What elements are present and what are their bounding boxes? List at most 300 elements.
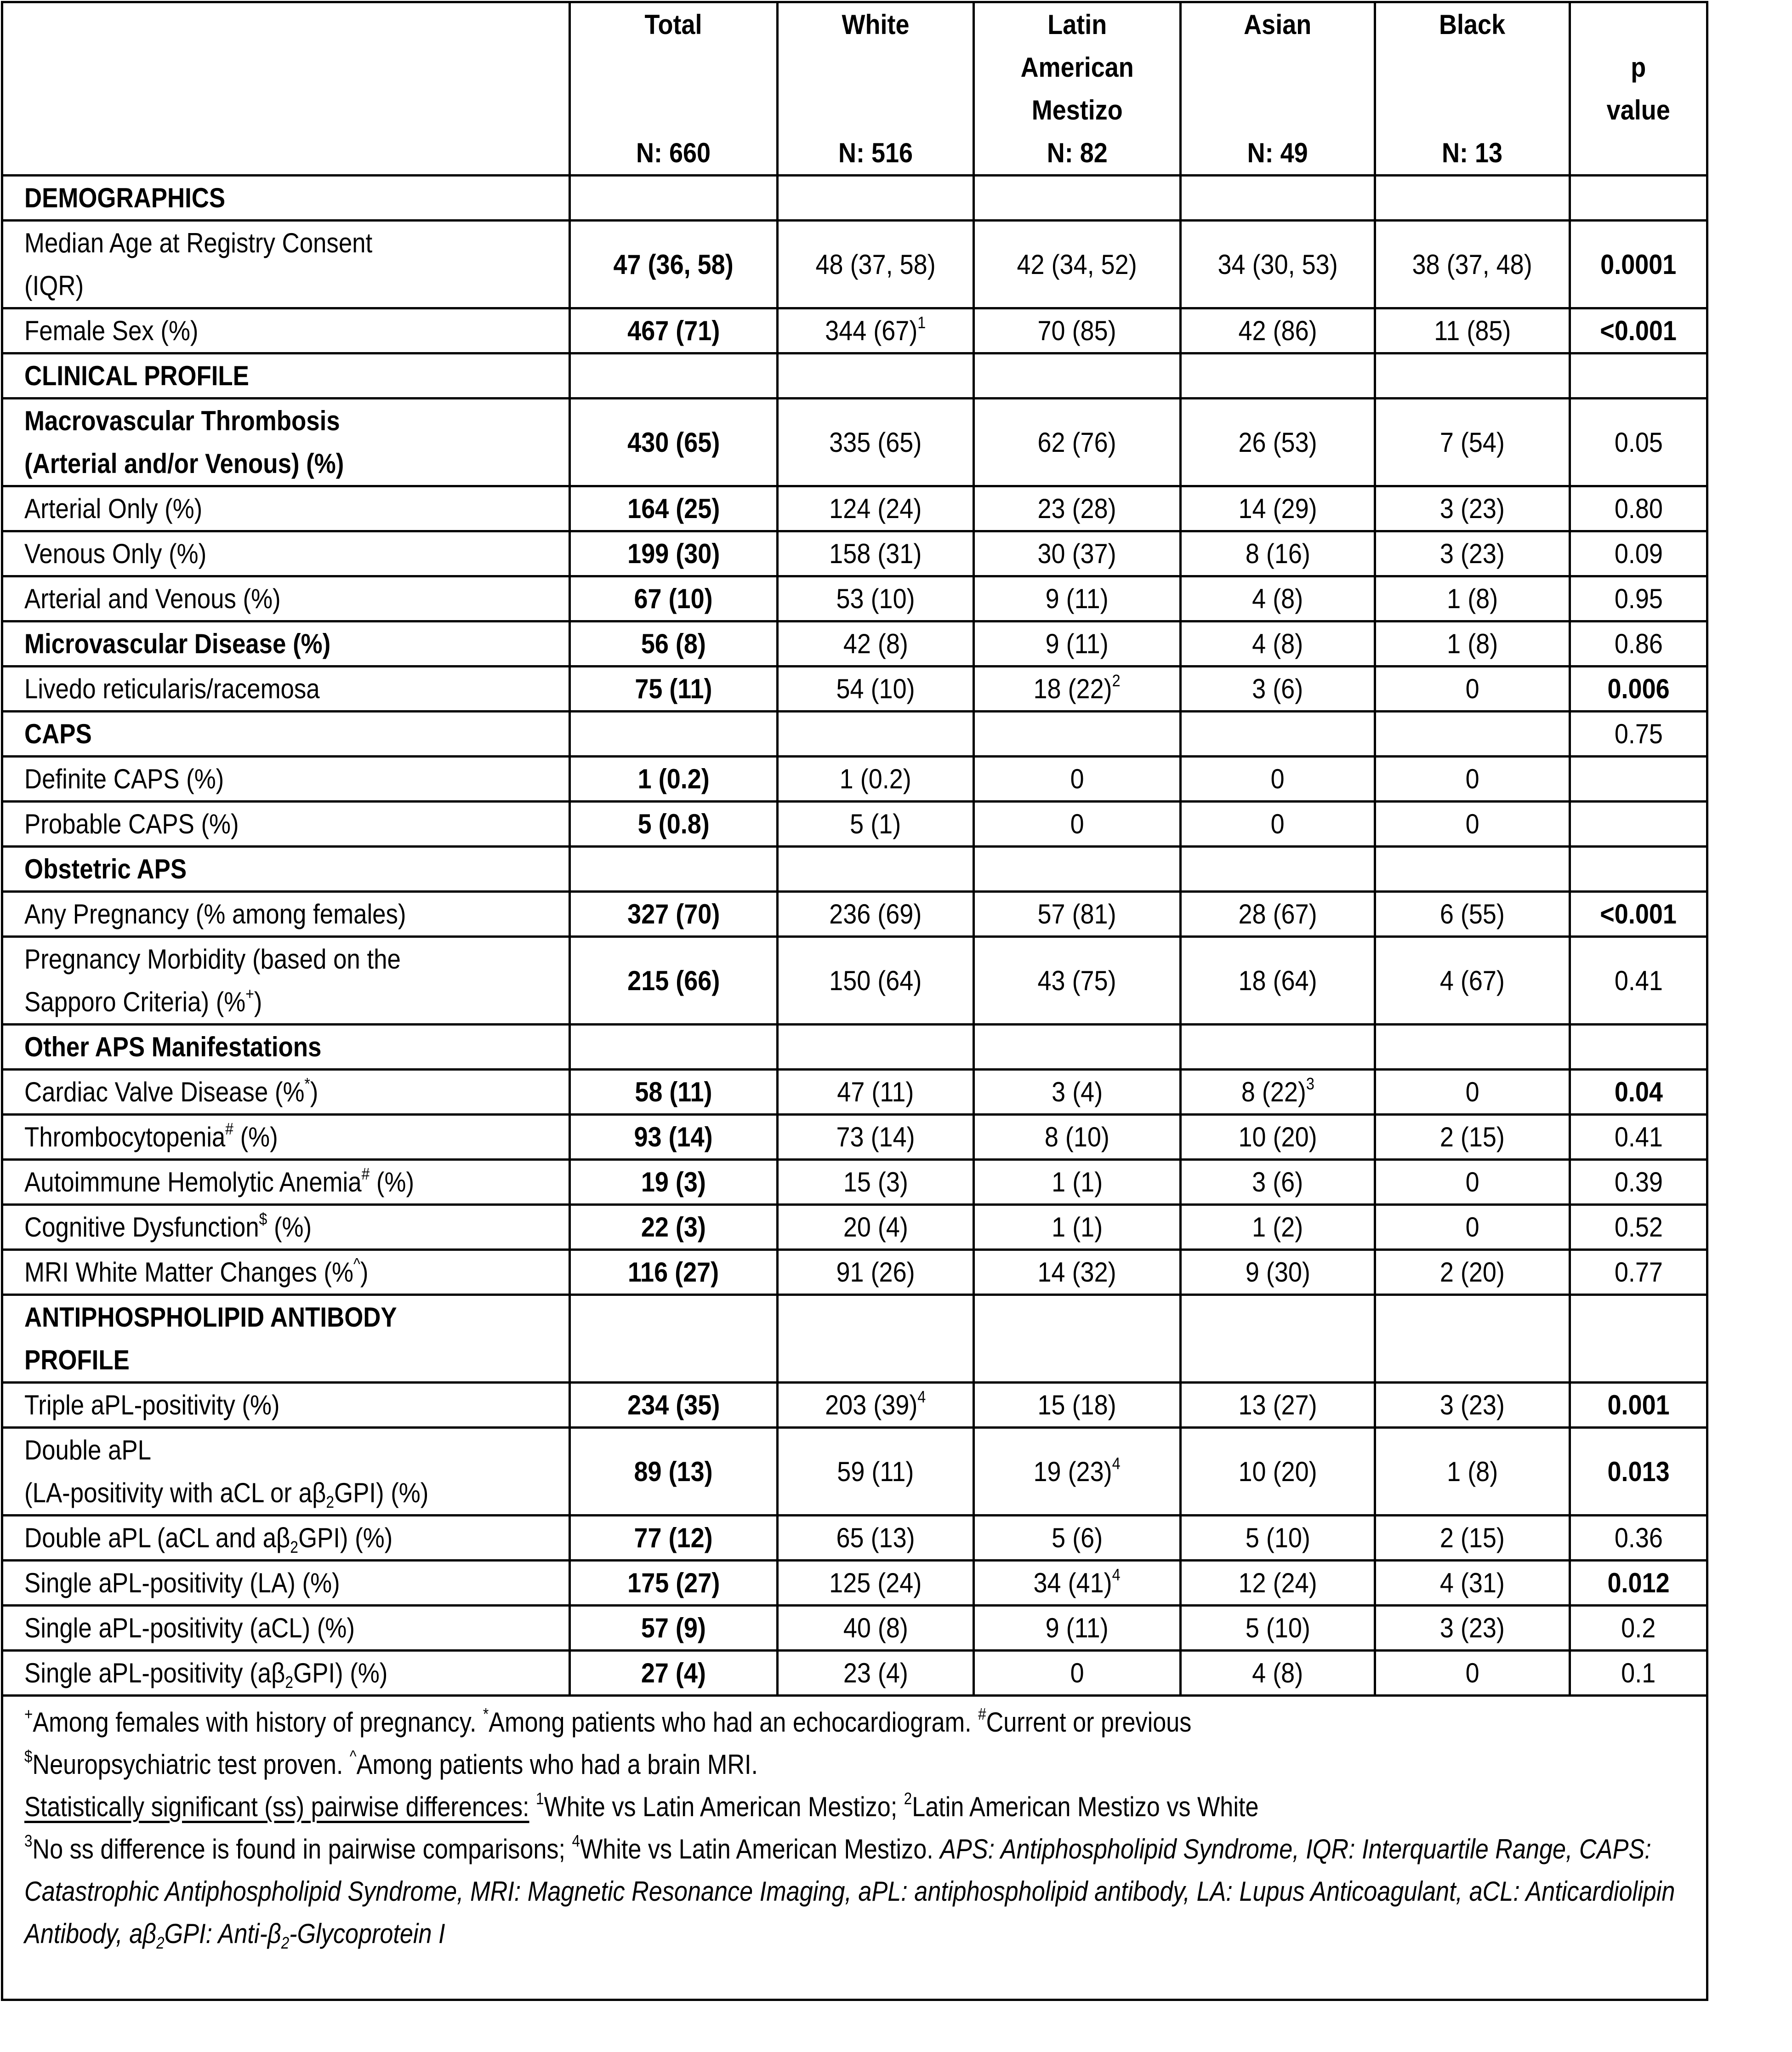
cell-value: 1 (0.2): [839, 764, 912, 794]
footnote-abbrev-a: APS: Antiphospholipid Syndrome, IQR: Interquartile Range, CAPS: Catastrophic Antiphospholipid Syndrome, MRI: Magnetic Resonance Imaging, aPL: antiphospholipid antibody, LA: Lupus Anticoagulant, aCL: Anticardiolipin Antibody, aβ: [24, 1834, 1675, 1949]
cell-asian: [1181, 221, 1375, 308]
header-black-n: N: 13: [1442, 137, 1503, 168]
p-value: 0.2: [1621, 1613, 1656, 1643]
p-value: 0.77: [1614, 1257, 1663, 1288]
cell-latin-american-mestizo: [974, 1250, 1181, 1295]
cell-value: 75 (11): [635, 673, 712, 704]
cell-value: 77 (12): [634, 1522, 713, 1553]
cell-black: [1375, 1115, 1570, 1160]
cell-value: 0: [1465, 1077, 1479, 1107]
table-row: [2, 486, 1707, 531]
p-value: <0.001: [1600, 315, 1677, 346]
cell-white: [778, 847, 974, 892]
table-row: [2, 757, 1707, 802]
p-value: 0.012: [1607, 1568, 1670, 1598]
row-label: [2, 353, 570, 399]
cell-black: [1375, 308, 1570, 353]
cell-black: [1375, 621, 1570, 667]
row-label-text: Microvascular Disease (%): [24, 628, 331, 659]
cell-total: [570, 1115, 778, 1160]
row-label: [2, 667, 570, 712]
row-label-text: Arterial Only (%): [24, 493, 203, 524]
cell-black: [1375, 937, 1570, 1025]
row-label-subscript: 2: [290, 1538, 298, 1556]
row-label: [2, 1115, 570, 1160]
cell-latin-american-mestizo: [974, 486, 1181, 531]
cell-total: [570, 1651, 778, 1696]
footnote-hash-text: Current or previous: [986, 1707, 1192, 1738]
cell-value: 5 (0.8): [637, 809, 710, 839]
cell-value: 9 (11): [1045, 1613, 1109, 1643]
cell-latin-american-mestizo: [974, 176, 1181, 221]
footnote-caret-text: Among patients who had a brain MRI.: [356, 1749, 758, 1780]
cell-white: [778, 667, 974, 712]
cell-black: [1375, 1606, 1570, 1651]
cell-value: 47 (11): [837, 1077, 914, 1107]
cell-white: [778, 712, 974, 757]
cell-value: 42 (86): [1238, 315, 1317, 346]
cell-white: [778, 1295, 974, 1383]
cell-value: 124 (24): [829, 493, 922, 524]
cell-value: 42 (34, 52): [1017, 249, 1138, 280]
cell-black: [1375, 757, 1570, 802]
cell-value: 0: [1070, 764, 1084, 794]
cell-p-value: [1570, 1561, 1707, 1606]
cell-p-value: [1570, 176, 1707, 221]
cell-total: [570, 621, 778, 667]
header-total-label: Total: [645, 9, 702, 40]
cell-black: [1375, 1651, 1570, 1696]
row-label-subscript: 2: [326, 1493, 334, 1511]
cell-asian: [1181, 1295, 1375, 1383]
cell-latin-american-mestizo: [974, 221, 1181, 308]
footnote-star-text: Among patients who had an echocardiogram.: [489, 1707, 978, 1738]
cell-value: 3 (23): [1439, 538, 1505, 569]
cell-value: 0: [1070, 809, 1084, 839]
cell-black: [1375, 531, 1570, 576]
cell-value: 3 (23): [1439, 493, 1505, 524]
cell-value: 10 (20): [1238, 1122, 1317, 1152]
row-label-text: Female Sex (%): [24, 315, 199, 346]
footnote-star-mark: *: [483, 1704, 489, 1723]
cell-value: 18 (22): [1033, 673, 1113, 704]
cell-total: [570, 1025, 778, 1070]
cell-black: [1375, 1250, 1570, 1295]
cell-value: 1 (2): [1252, 1212, 1303, 1243]
cell-value: 15 (3): [843, 1167, 908, 1197]
cell-p-value: [1570, 1070, 1707, 1115]
cell-value: 10 (20): [1238, 1456, 1317, 1487]
cell-value: 73 (14): [836, 1122, 915, 1152]
cell-white: [778, 1606, 974, 1651]
footnote-4-mark: 4: [572, 1831, 580, 1850]
cell-asian: [1181, 1205, 1375, 1250]
cell-total: [570, 802, 778, 847]
cell-latin-american-mestizo: [974, 353, 1181, 399]
cell-value: 2 (15): [1439, 1122, 1505, 1152]
p-value: 0.006: [1607, 673, 1670, 704]
cell-black: [1375, 1383, 1570, 1428]
footnote-row: [2, 1696, 1707, 2000]
cell-value: 56 (8): [641, 628, 706, 659]
row-label: [2, 576, 570, 621]
cell-value: 34 (30, 53): [1217, 249, 1338, 280]
cell-total: [570, 353, 778, 399]
cell-total: [570, 221, 778, 308]
cell-p-value: [1570, 531, 1707, 576]
cell-value: 1 (1): [1051, 1167, 1103, 1197]
cell-value: 28 (67): [1238, 899, 1317, 929]
cell-black: [1375, 1516, 1570, 1561]
cell-value: 234 (35): [627, 1390, 720, 1420]
p-value: 0.05: [1614, 427, 1663, 458]
p-value: 0.001: [1607, 1390, 1670, 1420]
row-label-part: ): [310, 1077, 319, 1107]
row-label-subscript: 2: [285, 1673, 294, 1692]
row-label: [2, 802, 570, 847]
p-value: 0.0001: [1600, 249, 1677, 280]
cell-value: 30 (37): [1037, 538, 1117, 569]
p-value: 0.41: [1614, 965, 1663, 996]
cell-white: [778, 1115, 974, 1160]
row-label-part: Thrombocytopenia: [24, 1122, 226, 1152]
row-label: [2, 621, 570, 667]
row-label-text: Venous Only (%): [24, 538, 207, 569]
header-asian-label: Asian: [1244, 9, 1312, 40]
cell-value: 48 (37, 58): [815, 249, 936, 280]
header-white-label: White: [842, 9, 910, 40]
cell-asian: [1181, 1160, 1375, 1205]
cell-value: 12 (24): [1238, 1568, 1317, 1598]
cell-p-value: [1570, 308, 1707, 353]
footnote-1-text: White vs Latin American Mestizo;: [544, 1791, 904, 1822]
cell-latin-american-mestizo: [974, 847, 1181, 892]
cell-value: 89 (13): [634, 1456, 713, 1487]
cell-asian: [1181, 353, 1375, 399]
row-label-text: CLINICAL PROFILE: [24, 360, 249, 391]
p-value: <0.001: [1600, 899, 1677, 929]
header-total: [570, 2, 778, 176]
cell-value: 335 (65): [829, 427, 922, 458]
cell-p-value: [1570, 892, 1707, 937]
footnote-3-text: No ss difference is found in pairwise comparisons;: [32, 1834, 572, 1864]
cell-value: 203 (39): [825, 1390, 918, 1420]
cell-white: [778, 1383, 974, 1428]
row-label-line-2: Sapporo Criteria) (%: [24, 986, 246, 1017]
cell-asian: [1181, 576, 1375, 621]
cell-latin-american-mestizo: [974, 1651, 1181, 1696]
cell-total: [570, 1428, 778, 1516]
cell-total: [570, 1250, 778, 1295]
row-label-part: GPI) (%): [293, 1658, 388, 1688]
cell-asian: [1181, 486, 1375, 531]
cell-latin-american-mestizo: [974, 1383, 1181, 1428]
cell-p-value: [1570, 937, 1707, 1025]
header-white: [778, 2, 974, 176]
cell-value: 3 (4): [1051, 1077, 1103, 1107]
p-value: 0.95: [1614, 583, 1663, 614]
footnote-plus-mark: +: [24, 1704, 33, 1723]
cell-white: [778, 221, 974, 308]
p-value: 0.09: [1614, 538, 1663, 569]
cell-total: [570, 1070, 778, 1115]
row-label-part: Cognitive Dysfunction: [24, 1212, 259, 1243]
row-label: [2, 308, 570, 353]
cell-value: 54 (10): [836, 673, 915, 704]
footnote-3-mark: 3: [24, 1831, 33, 1850]
row-label-text: Probable CAPS (%): [24, 809, 239, 839]
cell-total: [570, 937, 778, 1025]
cell-asian: [1181, 1025, 1375, 1070]
cell-latin-american-mestizo: [974, 399, 1181, 486]
cell-value: 47 (36, 58): [613, 249, 734, 280]
table-row: [2, 802, 1707, 847]
p-value: 0.41: [1614, 1122, 1663, 1152]
cell-latin-american-mestizo: [974, 1205, 1181, 1250]
cell-value: 22 (3): [641, 1212, 706, 1243]
cell-value: 164 (25): [627, 493, 720, 524]
row-label-text: Any Pregnancy (% among females): [24, 899, 406, 929]
cell-value: 9 (11): [1045, 583, 1109, 614]
row-label-text: Single aPL-positivity (aCL) (%): [24, 1613, 355, 1643]
header-black-label: Black: [1439, 9, 1506, 40]
cell-p-value: [1570, 1205, 1707, 1250]
cell-value: 0: [1070, 1658, 1084, 1688]
row-label: [2, 1205, 570, 1250]
cell-value: 5 (10): [1245, 1613, 1310, 1643]
cell-total: [570, 1383, 778, 1428]
cell-footnote-marker: 1: [917, 313, 926, 332]
cell-white: [778, 1428, 974, 1516]
row-label: [2, 1250, 570, 1295]
footnote-abbrev-b: GPI: Anti-β: [164, 1918, 281, 1949]
cell-white: [778, 531, 974, 576]
header-p-label-1: p: [1631, 52, 1646, 83]
cell-value: 0: [1465, 673, 1479, 704]
cell-latin-american-mestizo: [974, 576, 1181, 621]
row-label-line-1: Median Age at Registry Consent: [24, 228, 373, 258]
table-row: [2, 1070, 1707, 1115]
row-label-text: Livedo reticularis/racemosa: [24, 673, 320, 704]
p-value: 0.39: [1614, 1167, 1663, 1197]
cell-value: 9 (11): [1045, 628, 1109, 659]
cell-value: 14 (32): [1037, 1257, 1117, 1288]
row-label-line-1: ANTIPHOSPHOLIPID ANTIBODY: [24, 1302, 397, 1333]
cell-value: 65 (13): [836, 1522, 915, 1553]
row-label: [2, 847, 570, 892]
cell-asian: [1181, 308, 1375, 353]
cell-total: [570, 1516, 778, 1561]
row-label-line-1: Pregnancy Morbidity (based on the: [24, 944, 401, 975]
cell-value: 0: [1465, 809, 1479, 839]
cell-p-value: [1570, 1383, 1707, 1428]
header-lam-label-1: Latin: [1047, 9, 1107, 40]
row-label-text: Obstetric APS: [24, 854, 187, 884]
table-row: [2, 1428, 1707, 1516]
cell-value: 4 (67): [1439, 965, 1505, 996]
section-header-row: [2, 712, 1707, 757]
table-row: [2, 531, 1707, 576]
cell-value: 8 (16): [1245, 538, 1310, 569]
cell-value: 199 (30): [627, 538, 720, 569]
cell-value: 5 (10): [1245, 1522, 1310, 1553]
cell-p-value: [1570, 1115, 1707, 1160]
table-row: [2, 399, 1707, 486]
cell-value: 467 (71): [627, 315, 720, 346]
cell-value: 34 (41): [1033, 1568, 1113, 1598]
table-row: [2, 621, 1707, 667]
cell-black: [1375, 1428, 1570, 1516]
footnotes: [2, 1696, 1707, 2000]
row-label-line-2-end: GPI) (%): [334, 1477, 429, 1508]
cell-value: 4 (8): [1252, 583, 1303, 614]
cell-asian: [1181, 399, 1375, 486]
row-label-superscript: $: [259, 1209, 267, 1228]
cell-value: 42 (8): [843, 628, 908, 659]
row-label-part: MRI White Matter Changes (%: [24, 1257, 353, 1288]
cell-latin-american-mestizo: [974, 712, 1181, 757]
row-label-text: Triple aPL-positivity (%): [24, 1390, 280, 1420]
cell-value: 8 (22): [1241, 1077, 1306, 1107]
cell-latin-american-mestizo: [974, 937, 1181, 1025]
cell-value: 3 (23): [1439, 1613, 1505, 1643]
cell-value: 20 (4): [843, 1212, 908, 1243]
p-value: 0.75: [1614, 718, 1663, 749]
cell-value: 430 (65): [627, 427, 720, 458]
cell-value: 7 (54): [1439, 427, 1505, 458]
row-label: [2, 712, 570, 757]
cell-black: [1375, 1205, 1570, 1250]
cell-total: [570, 531, 778, 576]
p-value: 0.04: [1614, 1077, 1663, 1107]
cell-p-value: [1570, 353, 1707, 399]
cell-black: [1375, 1070, 1570, 1115]
row-label-text: Arterial and Venous (%): [24, 583, 281, 614]
row-label-line-1: Double aPL: [24, 1435, 151, 1465]
cell-asian: [1181, 1383, 1375, 1428]
cell-value: 158 (31): [829, 538, 922, 569]
cell-total: [570, 176, 778, 221]
cell-value: 6 (55): [1439, 899, 1505, 929]
cell-total: [570, 847, 778, 892]
cell-value: 13 (27): [1238, 1390, 1317, 1420]
row-label: [2, 1516, 570, 1561]
cell-value: 2 (15): [1439, 1522, 1505, 1553]
cell-value: 27 (4): [641, 1658, 706, 1688]
cell-value: 3 (23): [1439, 1390, 1505, 1420]
cell-black: [1375, 892, 1570, 937]
cell-asian: [1181, 1070, 1375, 1115]
cell-white: [778, 176, 974, 221]
row-label: [2, 1428, 570, 1516]
header-p-value: [1570, 2, 1707, 176]
row-label-part: (%): [267, 1212, 312, 1243]
cell-black: [1375, 847, 1570, 892]
row-label-part: ): [360, 1257, 369, 1288]
cell-value: 0: [1465, 764, 1479, 794]
cell-black: [1375, 712, 1570, 757]
cell-value: 8 (10): [1044, 1122, 1110, 1152]
table-row: [2, 1383, 1707, 1428]
cell-value: 344 (67): [825, 315, 918, 346]
cell-asian: [1181, 1428, 1375, 1516]
cell-p-value: [1570, 1651, 1707, 1696]
footnote-dollar-mark: $: [24, 1747, 33, 1766]
row-label: [2, 1025, 570, 1070]
header-empty-cell: [2, 2, 570, 176]
section-header-row: [2, 1295, 1707, 1383]
row-label: [2, 1561, 570, 1606]
cell-asian: [1181, 937, 1375, 1025]
cell-black: [1375, 1025, 1570, 1070]
row-label-superscript: #: [361, 1164, 370, 1183]
header-lam-label-2: American: [1020, 52, 1134, 83]
header-total-n: N: 660: [636, 137, 711, 168]
table-row: [2, 1606, 1707, 1651]
cell-value: 0: [1270, 809, 1285, 839]
table-row: [2, 221, 1707, 308]
cell-white: [778, 576, 974, 621]
row-label-part: Double aPL (aCL and aβ: [24, 1522, 290, 1553]
cell-value: 18 (64): [1238, 965, 1317, 996]
cell-value: 4 (8): [1252, 1658, 1303, 1688]
footnote-abbrev-sub1: 2: [156, 1933, 165, 1952]
cell-value: 125 (24): [829, 1568, 922, 1598]
cell-black: [1375, 1561, 1570, 1606]
cell-total: [570, 1606, 778, 1651]
cell-black: [1375, 576, 1570, 621]
row-label-text: DEMOGRAPHICS: [24, 182, 226, 213]
section-header-row: [2, 353, 1707, 399]
row-label-part: (%): [370, 1167, 415, 1197]
cell-value: 43 (75): [1037, 965, 1117, 996]
cell-value: 23 (28): [1037, 493, 1117, 524]
table-row: [2, 1205, 1707, 1250]
p-value: 0.52: [1614, 1212, 1663, 1243]
cell-white: [778, 757, 974, 802]
cell-total: [570, 1160, 778, 1205]
cell-black: [1375, 1295, 1570, 1383]
section-header-row: [2, 847, 1707, 892]
table-row: [2, 892, 1707, 937]
demographics-table: [1, 1, 1708, 2001]
cell-value: 5 (6): [1051, 1522, 1103, 1553]
header-asian-n: N: 49: [1247, 137, 1308, 168]
cell-asian: [1181, 892, 1375, 937]
cell-latin-american-mestizo: [974, 1428, 1181, 1516]
header-lam-n: N: 82: [1047, 137, 1108, 168]
table-row: [2, 667, 1707, 712]
cell-value: 0: [1465, 1658, 1479, 1688]
row-label-superscript: +: [245, 984, 254, 1003]
cell-latin-american-mestizo: [974, 1115, 1181, 1160]
cell-value: 1 (1): [1051, 1212, 1103, 1243]
cell-value: 175 (27): [627, 1568, 720, 1598]
cell-value: 150 (64): [829, 965, 922, 996]
cell-value: 93 (14): [634, 1122, 713, 1152]
footnote-caret-mark: ^: [349, 1747, 357, 1766]
table-row: [2, 1160, 1707, 1205]
table-row: [2, 576, 1707, 621]
cell-value: 58 (11): [635, 1077, 712, 1107]
row-label-superscript: *: [304, 1074, 310, 1093]
footnote-ss-heading: Statistically significant (ss) pairwise differences:: [24, 1791, 529, 1822]
cell-value: 2 (20): [1439, 1257, 1505, 1288]
row-label-line-2: (Arterial and/or Venous) (%): [24, 448, 344, 479]
row-label-line-2: (IQR): [24, 270, 84, 301]
row-label: [2, 221, 570, 308]
cell-value: 62 (76): [1037, 427, 1117, 458]
